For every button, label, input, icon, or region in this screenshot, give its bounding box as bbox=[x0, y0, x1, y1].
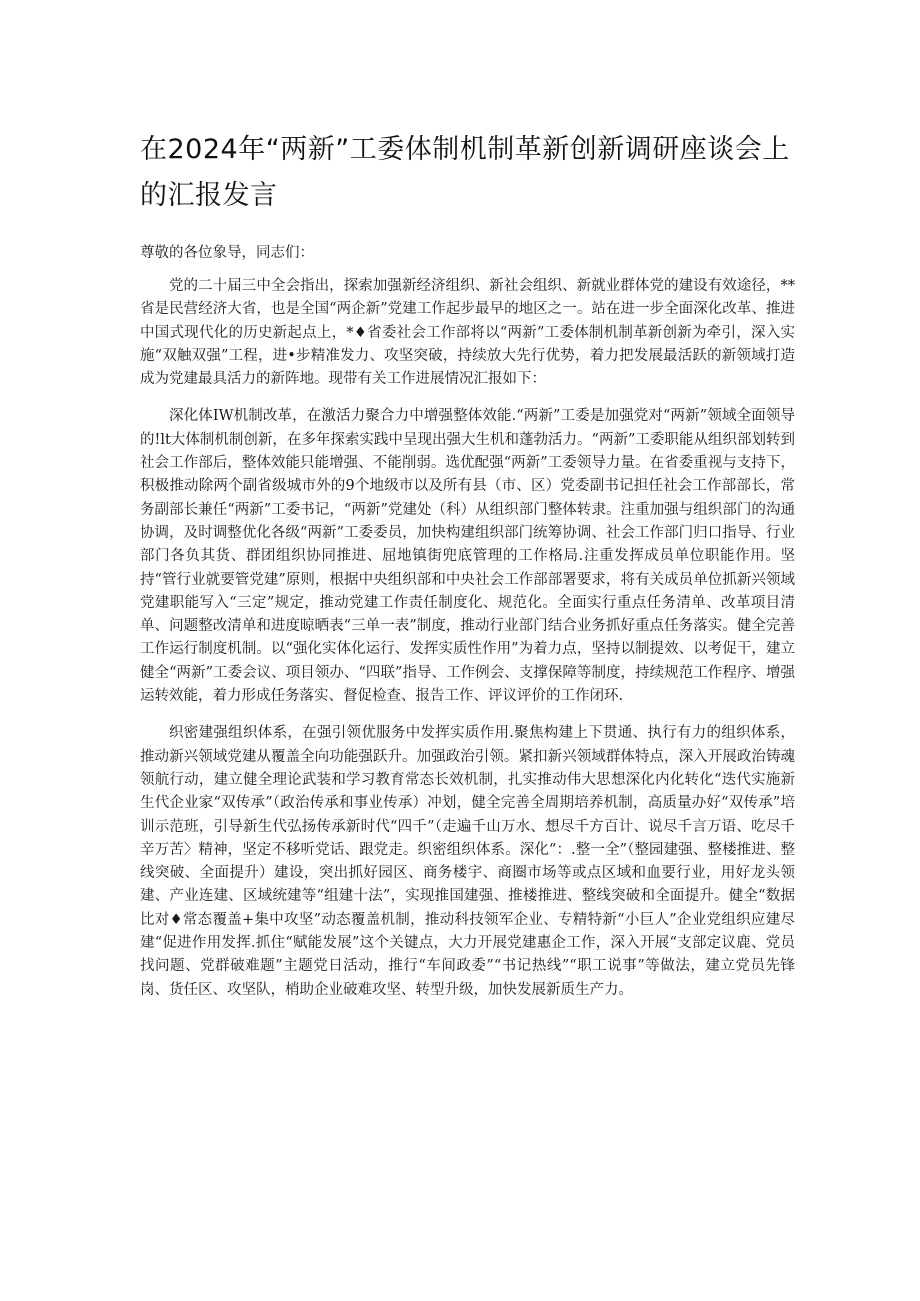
paragraph-organization-system: 织密建强组织体系，在强引领优服务中发挥实质作用.聚焦构建上下贯通、执行有力的组织体系，推动新兴领域党建从覆盖全向功能强跃升。加强政治引领。紧扣新兴领域群体特点，深入开展政治铸魂领航行动，建立健全理论武装和学习教育常态长效机制，扎实推动伟大思想深化内化转化“迭代实施新生代企业家“双传承”（政治传承和事业传承）冲划，健全完善全周期培养机制，高质量办好“双传承”培训示范班，引导新生代弘扬传承新时代“四千”（走遍千山万水、想尽千方百计、说尽千言万语、吃尽千辛万苦〉精神，坚定不移听党话、跟党走。织密组织体系。深化“：.整一全”（整园建强、整楼推进、整线突破、全面提升）建设，突出抓好园区、商务楼宇、商圈市场等或点区域和血要行业，用好龙头领建、产业连建、区域统建等“组建十法”，实现推国建强、推楼推进、整线突破和全面提升。健全“数据比对♦常态覆盖+集中攻坚”动态覆盖机制，推动科技领军企业、专精特新“小巨人”企业党组织应建尽建“促进作用发挥.抓住“赋能发展”这个关键点，大力开展党建惠企工作，深入开展“支部定议鹿、党员找问题、党群破难题”主题党日活动，推行“车间政委”“书记热线”“职工说事”等做法，建立党员先锋岗、货任区、攻坚队，梢助企业破难攻坚、转型升级，加快发展新质生产力。 bbox=[140, 725, 795, 998]
document-title: 在2024年“两新”工委体制机制革新创新调研座谈会上的汇报发言 bbox=[140, 134, 790, 211]
greeting: 尊敬的各位象导，同志们： bbox=[140, 245, 314, 261]
document-page bbox=[140, 127, 795, 1016]
paragraph-system-reform: 深化体IW机制改革，在激活力聚合力中增强整体效能.“两新”工委是加强党对“两新”领域全面领导的!lt大体制机制创新，在多年探索实践中呈现出强大生机和蓬勃活力。“两新”工委职能从组织部划转到社会工作部后，整体效能只能增强、不能削弱。选优配强“两新”工委领导力量。在省委重视与支持下，积极推动除两个副省级城市外的9个地级市以及所有县（市、区）党委副书记担任社会工作部部长，常务副部长兼任“两新”工委书记，“两新”党建处（科）从组织部门整体转隶。注重加强与组织部门的沟通协调，及时调整优化各级“两新”工委委员，加快构建组织部门统筹协调、社会工作部门归口指导、行业部门各负其货、群团组织协同推进、屈地镇街兜底管理的工作格局.注重发挥成员单位职能作用。坚持“管行业就要管党建”原则，根据中央组织部和中央社会工作部部署要求，将有关成员单位抓新兴领域党建职能写入“三定”规定，推动党建工作责任制度化、规范化。全面实行重点任务清单、改革项目清单、问题整改清单和进度晾晒表“三单一表”制度，推动行业部门结合业务抓好重点任务落实。健全完善工作运行制度机制。以“强化实体化运行、发挥实质性作用”为着力点，坚持以制提效、以考促干，建立健全“两新”工委会议、项目领办、“四联”指导、工作例会、支撑保障等制度，持续规范工作程序、增强运转效能，着力形成任务落实、督促检查、报告工作、评议评价的工作闭环. bbox=[140, 408, 795, 705]
paragraph-intro: 党的二十届三中全会指出，探索加强新经济组织、新社会组织、新就业群体党的建设有效途径，**省是民营经济大省，也是全国“两企新”党建工作起步最早的地区之一。站在进一步全面深化改革、推进中国式现代化的历史新起点上，*♦省委社会工作部将以“两新”工委体制机制革新创新为牵引，深入实施“双触双强”工程，进•步精准发力、攻坚突破，持续放大先行优势，着力把发展最活跃的新领域打造成为党建最具活力的新阵地。现带有关工作进展情况汇报如下： bbox=[140, 278, 795, 388]
